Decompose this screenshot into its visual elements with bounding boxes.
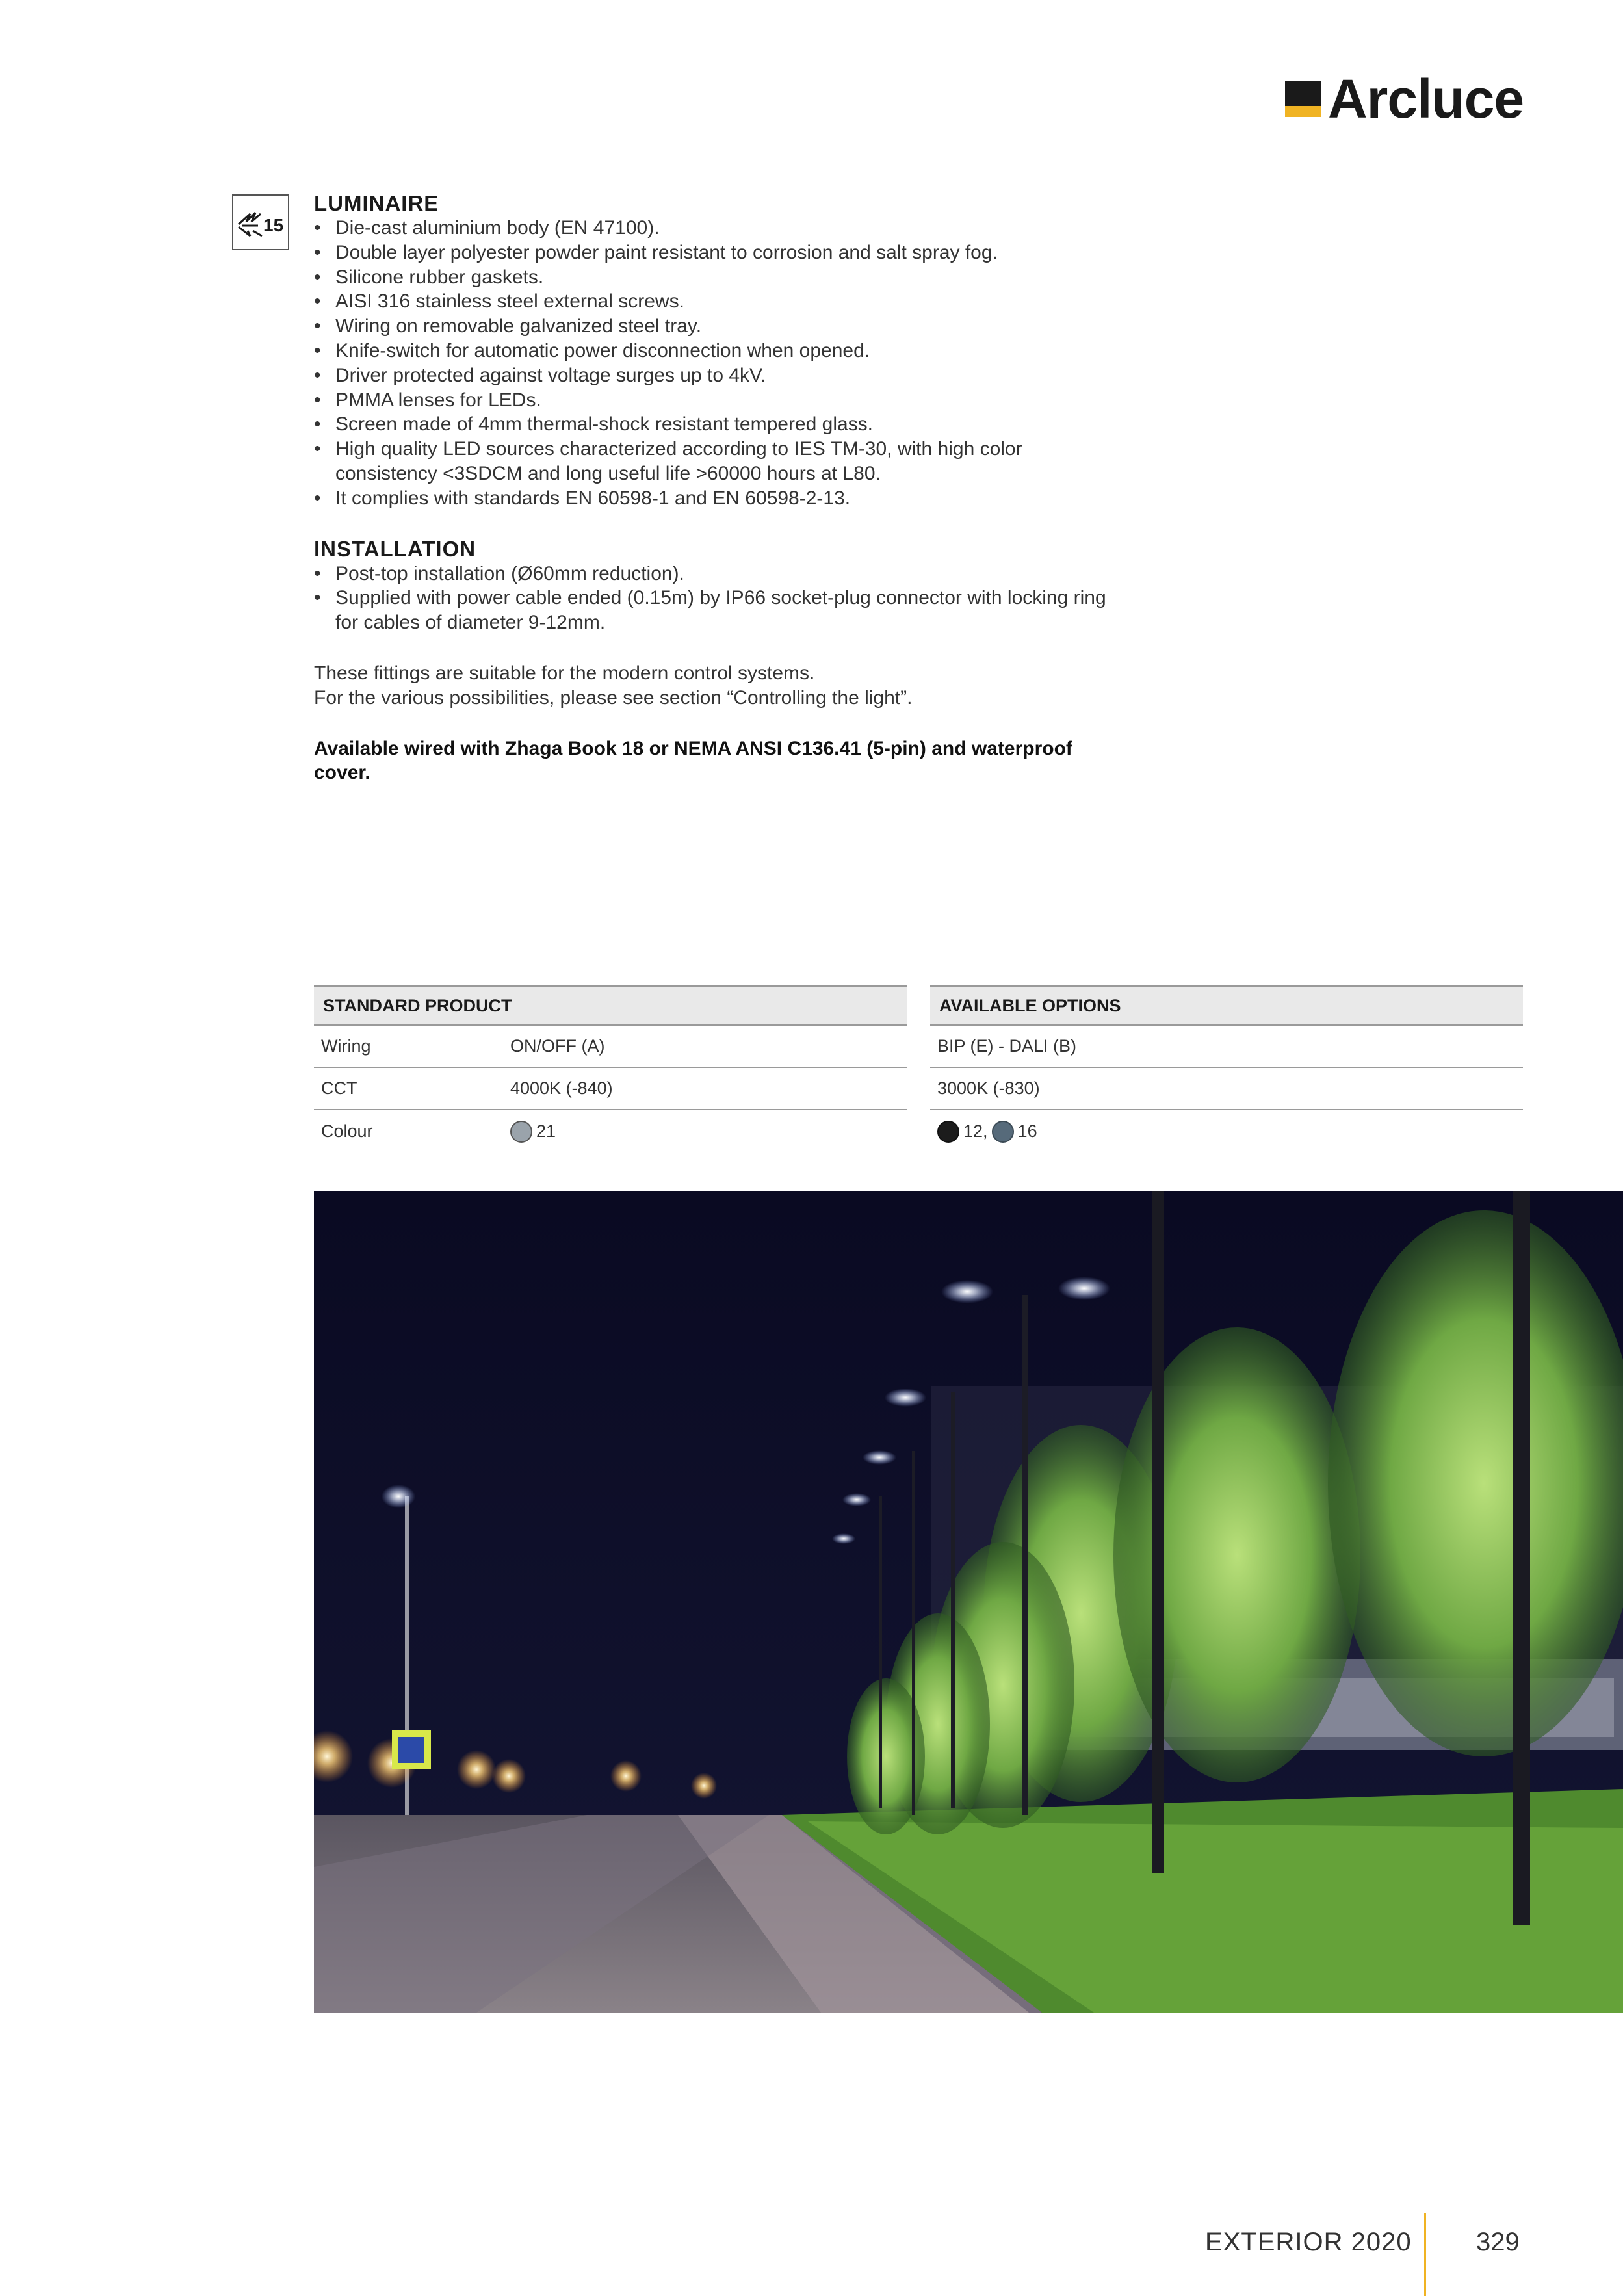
list-item: • Driver protected against voltage surges up to 4kV. xyxy=(314,363,1159,388)
colour-swatch-12 xyxy=(937,1121,959,1143)
table-row xyxy=(930,1068,1523,1110)
row-label: CCT xyxy=(321,1078,357,1098)
availability-note: Available wired with Zhaga Book 18 or NEMA ANSI C136.41 (5-pin) and waterproof cover. xyxy=(314,737,1072,784)
available-options-table xyxy=(930,985,1523,1153)
list-item: • Supplied with power cable ended (0.15m) by IP66 socket-plug connector with locking ring for cables of diameter 9-12mm. xyxy=(314,586,1122,635)
street-night-photo xyxy=(314,1191,1623,2013)
footer-divider xyxy=(1424,2213,1426,2296)
ik-impact-icon xyxy=(232,194,289,250)
table-row xyxy=(930,1026,1523,1068)
list-item: • Post-top installation (Ø60mm reduction). xyxy=(314,562,1159,586)
brand-name: Arcluce xyxy=(1328,68,1524,129)
logo-mark-icon xyxy=(1285,81,1321,117)
row-value: 4000K (-840) xyxy=(510,1078,613,1098)
colour-swatch-16 xyxy=(992,1121,1014,1143)
colour-code: 16 xyxy=(1017,1121,1037,1141)
list-item: • Wiring on removable galvanized steel tray. xyxy=(314,314,1159,339)
row-value: ON/OFF (A) xyxy=(510,1036,605,1056)
colour-code: 21 xyxy=(536,1121,556,1141)
row-label: Wiring xyxy=(321,1036,371,1056)
list-item: • Die-cast aluminium body (EN 47100). xyxy=(314,216,1159,241)
list-item: • PMMA lenses for LEDs. xyxy=(314,388,1159,413)
list-item: • AISI 316 stainless steel external screws. xyxy=(314,289,1159,314)
installation-title: INSTALLATION xyxy=(314,536,476,561)
control-line-2: For the various possibilities, please see section “Controlling the light”. xyxy=(314,686,913,709)
brand-logo xyxy=(1285,68,1524,129)
standard-product-table xyxy=(314,985,907,1153)
footer-section: EXTERIOR 2020 xyxy=(1205,2228,1412,2256)
list-item: • Double layer polyester powder paint resistant to corrosion and salt spray fog. xyxy=(314,241,1159,265)
list-item: • Silicone rubber gaskets. xyxy=(314,265,1159,290)
spec-text-column xyxy=(314,191,1159,785)
table-row xyxy=(314,1026,907,1068)
list-item: • High quality LED sources characterized according to IES TM-30, with high color consistency <3SDCM and long useful life >60000 hours at L80. xyxy=(314,437,1099,486)
colour-swatch-21 xyxy=(510,1121,532,1143)
control-line-1: These fittings are suitable for the modern control systems. xyxy=(314,662,815,684)
available-options-header: AVAILABLE OPTIONS xyxy=(930,985,1523,1026)
colour-code: 12, xyxy=(963,1121,988,1141)
option-value: BIP (E) - DALI (B) xyxy=(937,1036,1077,1056)
option-value: 3000K (-830) xyxy=(937,1078,1040,1098)
table-row xyxy=(314,1110,907,1153)
list-item: • Screen made of 4mm thermal-shock resistant tempered glass. xyxy=(314,412,1159,437)
table-row xyxy=(930,1110,1523,1153)
row-label: Colour xyxy=(321,1121,373,1141)
list-item: • Knife-switch for automatic power disconnection when opened. xyxy=(314,339,1159,363)
luminaire-list xyxy=(314,216,1159,511)
luminaire-title: LUMINAIRE xyxy=(314,191,439,215)
ik-rating-text: 15 xyxy=(263,215,284,235)
table-row xyxy=(314,1068,907,1110)
standard-product-header: STANDARD PRODUCT xyxy=(314,985,907,1026)
page-number: 329 xyxy=(1476,2228,1520,2256)
list-item: • It complies with standards EN 60598-1 and EN 60598-2-13. xyxy=(314,486,1159,511)
installation-list xyxy=(314,562,1159,635)
